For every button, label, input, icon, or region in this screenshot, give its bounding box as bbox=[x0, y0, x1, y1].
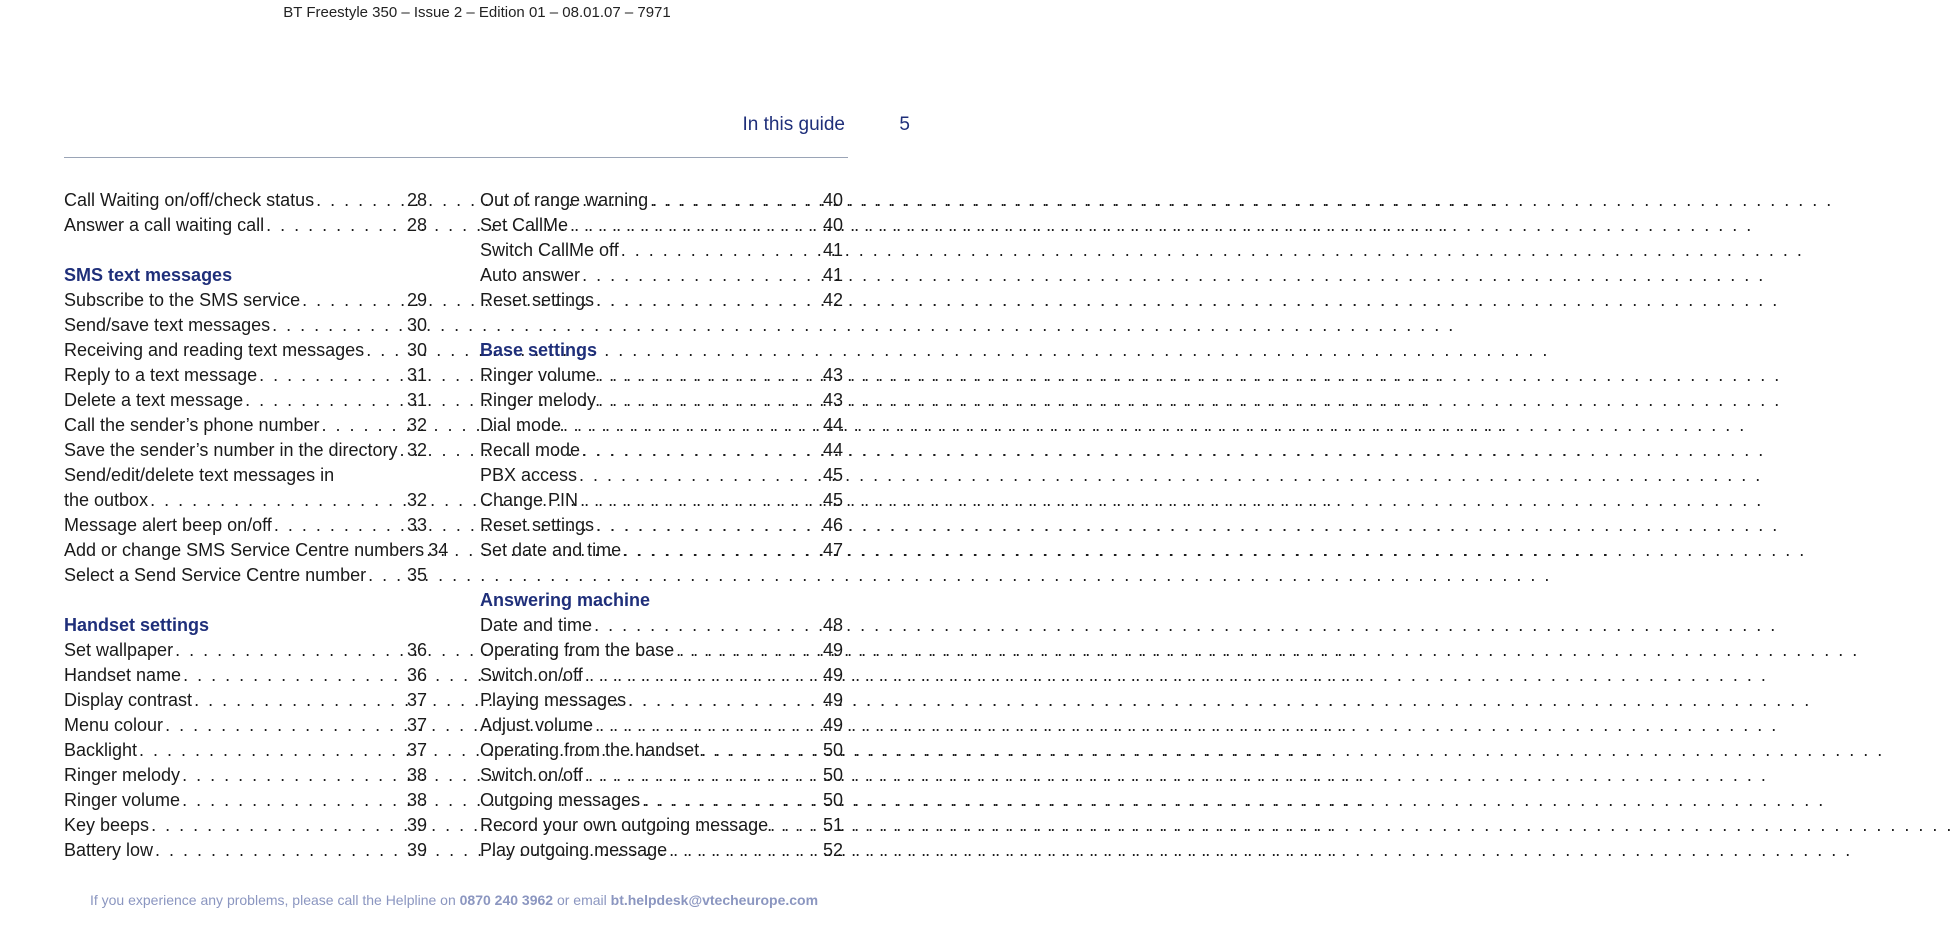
section-heading-handset: Handset settings bbox=[64, 615, 210, 635]
dot-leader bbox=[577, 463, 823, 488]
toc-entry-page: 50 bbox=[822, 765, 843, 785]
page-number: 5 bbox=[899, 114, 910, 135]
toc-entry-label: Dial mode bbox=[480, 415, 562, 435]
toc-entry bbox=[64, 488, 427, 513]
dot-leader bbox=[364, 338, 407, 363]
toc-entry bbox=[480, 488, 843, 513]
toc-group bbox=[480, 613, 843, 863]
dot-leader bbox=[366, 563, 407, 588]
toc-entry bbox=[480, 263, 843, 288]
toc-entry bbox=[480, 388, 843, 413]
toc-entry-page: 37 bbox=[406, 715, 427, 735]
toc-entry bbox=[480, 688, 843, 713]
dot-leader bbox=[580, 438, 823, 463]
toc-entry-page: 42 bbox=[822, 290, 843, 310]
toc-entry-label: Record your own outgoing message bbox=[480, 815, 769, 835]
toc-entry bbox=[64, 438, 427, 463]
toc-entry-page: 40 bbox=[822, 190, 843, 210]
toc-entry-label: Menu colour bbox=[64, 715, 164, 735]
toc-entry bbox=[64, 713, 427, 738]
toc-entry-label: Auto answer bbox=[480, 265, 581, 285]
toc-entry-page: 49 bbox=[822, 640, 843, 660]
dot-leader bbox=[181, 663, 407, 688]
toc-entry-label: PBX access bbox=[480, 465, 578, 485]
toc-entry-label: Reply to a text message bbox=[64, 365, 258, 385]
dot-leader bbox=[596, 388, 823, 413]
toc-entry-page: 43 bbox=[822, 365, 843, 385]
toc-entry-page: 28 bbox=[406, 190, 427, 210]
toc-entry bbox=[64, 788, 427, 813]
toc-entry-page: 38 bbox=[406, 790, 427, 810]
dot-leader bbox=[300, 288, 407, 313]
toc-entry-page: 49 bbox=[822, 690, 843, 710]
helpline-footer bbox=[0, 892, 908, 908]
toc-entry-label: Receiving and reading text messages bbox=[64, 340, 365, 360]
section-title: In this guide bbox=[742, 114, 845, 135]
toc-entry-page: 45 bbox=[822, 490, 843, 510]
toc-entry bbox=[64, 538, 449, 563]
toc-entry-page: 31 bbox=[406, 390, 427, 410]
toc-entry bbox=[480, 838, 843, 863]
toc-entry-page: 37 bbox=[406, 690, 427, 710]
toc-entry-label: Ringer melody bbox=[480, 390, 597, 410]
dot-leader bbox=[699, 738, 823, 763]
toc-entry-label: Display contrast bbox=[64, 690, 193, 710]
dot-leader bbox=[674, 638, 823, 663]
toc-entry-label: Recall mode bbox=[480, 440, 581, 460]
toc-entry-page: 43 bbox=[822, 390, 843, 410]
toc-entry bbox=[480, 738, 843, 763]
toc-entry-label: Operating from the handset bbox=[480, 740, 700, 760]
dot-leader bbox=[148, 488, 407, 513]
toc-entry-label: Send/save text messages bbox=[64, 315, 271, 335]
dot-leader bbox=[192, 688, 407, 713]
toc-entry-label: Select a Send Service Centre number bbox=[64, 565, 367, 585]
dot-leader bbox=[173, 638, 407, 663]
toc-entry bbox=[64, 838, 427, 863]
toc-entry bbox=[480, 363, 843, 388]
toc-entry-page: 45 bbox=[822, 465, 843, 485]
dot-leader bbox=[768, 813, 823, 838]
toc-entry-page: 52 bbox=[822, 840, 843, 860]
dot-leader bbox=[578, 488, 823, 513]
header-divider bbox=[64, 157, 848, 158]
toc-entry-label: Set wallpaper bbox=[64, 640, 174, 660]
section-heading-base: Base settings bbox=[480, 340, 598, 360]
toc-entry-label: Play outgoing message bbox=[480, 840, 668, 860]
dot-leader bbox=[270, 313, 407, 338]
dot-leader bbox=[314, 188, 407, 213]
toc-entry-label: Change PIN bbox=[480, 490, 579, 510]
dot-leader bbox=[320, 413, 407, 438]
dot-leader bbox=[180, 763, 407, 788]
footer-text-email: or email bbox=[556, 892, 607, 908]
toc-entry bbox=[480, 763, 843, 788]
toc-entry bbox=[64, 463, 427, 488]
toc-entry-page: 38 bbox=[406, 765, 427, 785]
toc-entry-label: Answer a call waiting call bbox=[64, 215, 265, 235]
toc-group bbox=[480, 188, 843, 313]
toc-entry-page: 44 bbox=[822, 415, 843, 435]
toc-entry bbox=[64, 338, 427, 363]
toc-entry-page: 49 bbox=[822, 665, 843, 685]
toc-entry-page: 50 bbox=[822, 740, 843, 760]
toc-entry-label: Switch CallMe off bbox=[480, 240, 619, 260]
toc-entry bbox=[64, 363, 427, 388]
toc-entry-label: Save the sender’s number in the directory bbox=[64, 440, 398, 460]
toc-entry-label: Handset name bbox=[64, 665, 182, 685]
dot-leader bbox=[137, 738, 407, 763]
toc-entry bbox=[64, 313, 427, 338]
toc-entry-page: 41 bbox=[822, 265, 843, 285]
toc-entry-page: 34 bbox=[428, 540, 449, 560]
toc-entry-label: Set date and time bbox=[480, 540, 622, 560]
toc-entry bbox=[64, 388, 427, 413]
toc-entry-label: Ringer volume bbox=[480, 365, 597, 385]
dot-leader bbox=[153, 838, 407, 863]
toc-right-column bbox=[480, 188, 843, 863]
toc-entry-label: Reset settings bbox=[480, 515, 595, 535]
toc-entry-label: Add or change SMS Service Centre numbers bbox=[64, 540, 425, 560]
toc-entry bbox=[480, 288, 843, 313]
toc-entry-label: Ringer volume bbox=[64, 790, 181, 810]
toc-entry bbox=[64, 213, 427, 238]
toc-entry-page: 50 bbox=[822, 790, 843, 810]
toc-entry-label: Delete a text message bbox=[64, 390, 244, 410]
toc-entry-label: Set CallMe bbox=[480, 215, 569, 235]
dot-leader bbox=[180, 788, 407, 813]
toc-entry bbox=[480, 513, 843, 538]
toc-entry-page: 51 bbox=[822, 815, 843, 835]
helpline-phone: 0870 240 3962 bbox=[459, 892, 554, 908]
toc-entry-label: Adjust volume bbox=[480, 715, 594, 735]
dot-leader bbox=[621, 538, 823, 563]
dot-leader bbox=[272, 513, 407, 538]
toc-entry bbox=[64, 763, 427, 788]
toc-group bbox=[64, 638, 427, 863]
toc-entry bbox=[480, 213, 843, 238]
toc-entry bbox=[480, 413, 843, 438]
toc-entry bbox=[480, 188, 843, 213]
toc-entry-label: Switch on/off bbox=[480, 765, 583, 785]
toc-group bbox=[480, 363, 843, 563]
toc-entry-label: the outbox bbox=[64, 490, 149, 510]
dot-leader bbox=[592, 613, 823, 638]
toc-entry-label: Reset settings bbox=[480, 290, 595, 310]
document-header: BT Freestyle 350 – Issue 2 – Edition 01 – 08.01.07 – 7971 bbox=[283, 4, 671, 21]
toc-entry-page: 29 bbox=[406, 290, 427, 310]
dot-leader bbox=[243, 388, 407, 413]
toc-entry bbox=[480, 788, 843, 813]
toc-entry-page: 36 bbox=[406, 665, 427, 685]
toc-entry-page: 46 bbox=[822, 515, 843, 535]
toc-entry-label: Key beeps bbox=[64, 815, 150, 835]
toc-entry-label: Playing messages bbox=[480, 690, 627, 710]
dot-leader bbox=[163, 713, 407, 738]
toc-entry-label: Subscribe to the SMS service bbox=[64, 290, 301, 310]
dot-leader bbox=[626, 688, 823, 713]
dot-leader bbox=[264, 213, 407, 238]
toc-entry-label: Date and time bbox=[480, 615, 593, 635]
toc-entry-label: Message alert beep on/off bbox=[64, 515, 272, 535]
toc-left-column bbox=[64, 188, 449, 863]
toc-group bbox=[64, 188, 427, 238]
toc-entry bbox=[64, 413, 427, 438]
toc-entry bbox=[64, 813, 427, 838]
toc-entry bbox=[480, 613, 843, 638]
dot-leader bbox=[398, 438, 407, 463]
toc-entry-page: 32 bbox=[406, 415, 427, 435]
toc-entry-page: 36 bbox=[406, 640, 427, 660]
toc-group bbox=[64, 288, 449, 588]
toc-entry-label: Outgoing messages bbox=[480, 790, 641, 810]
toc-entry-label: Battery low bbox=[64, 840, 154, 860]
toc-entry bbox=[64, 188, 427, 213]
toc-entry bbox=[64, 688, 427, 713]
dot-leader bbox=[583, 763, 823, 788]
toc-entry-label: Operating from the base bbox=[480, 640, 675, 660]
dot-leader bbox=[593, 713, 823, 738]
toc-entry-label: Send/edit/delete text messages in bbox=[64, 465, 335, 485]
toc-entry-page: 37 bbox=[406, 740, 427, 760]
toc-entry bbox=[64, 563, 427, 588]
toc-entry-page: 33 bbox=[406, 515, 427, 535]
toc-entry bbox=[64, 288, 427, 313]
dot-leader bbox=[594, 513, 823, 538]
dot-leader bbox=[583, 663, 823, 688]
helpdesk-email[interactable]: bt.helpdesk@vtecheurope.com bbox=[610, 892, 819, 908]
dot-leader bbox=[640, 788, 823, 813]
toc-entry bbox=[64, 638, 427, 663]
dot-leader bbox=[580, 263, 823, 288]
toc-entry-label: Ringer melody bbox=[64, 765, 181, 785]
toc-entry bbox=[480, 638, 843, 663]
footer-text: If you experience any problems, please call the Helpline on bbox=[89, 892, 456, 908]
dot-leader bbox=[594, 288, 823, 313]
dot-leader bbox=[568, 213, 823, 238]
toc-entry bbox=[64, 663, 427, 688]
toc-entry bbox=[480, 813, 843, 838]
toc-entry-page: 39 bbox=[406, 840, 427, 860]
toc-entry-page: 30 bbox=[406, 340, 427, 360]
toc-entry-page: 28 bbox=[406, 215, 427, 235]
toc-entry-page: 31 bbox=[406, 365, 427, 385]
dot-leader bbox=[596, 363, 823, 388]
toc-entry bbox=[480, 663, 843, 688]
toc-entry-label: Call the sender’s phone number bbox=[64, 415, 320, 435]
toc-entry-page: 41 bbox=[822, 240, 843, 260]
toc-entry bbox=[480, 438, 843, 463]
toc-entry bbox=[480, 713, 843, 738]
toc-entry-page: 35 bbox=[406, 565, 427, 585]
toc-entry-page: 30 bbox=[406, 315, 427, 335]
toc-entry-page: 32 bbox=[406, 440, 427, 460]
section-heading-sms: SMS text messages bbox=[64, 265, 233, 285]
section-heading-answering: Answering machine bbox=[480, 590, 651, 610]
toc-entry-page: 32 bbox=[406, 490, 427, 510]
toc-entry-page: 40 bbox=[822, 215, 843, 235]
toc-entry-page: 44 bbox=[822, 440, 843, 460]
dot-leader bbox=[648, 188, 823, 213]
toc-entry bbox=[480, 463, 843, 488]
toc-entry bbox=[64, 738, 427, 763]
toc-entry-label: Switch on/off bbox=[480, 665, 583, 685]
toc-entry-label: Backlight bbox=[64, 740, 138, 760]
toc-entry-label: Call Waiting on/off/check status bbox=[64, 190, 315, 210]
toc-entry bbox=[64, 513, 427, 538]
toc-entry-label: Out of range warning bbox=[480, 190, 649, 210]
toc-entry bbox=[480, 538, 843, 563]
toc-entry-page: 39 bbox=[406, 815, 427, 835]
toc-entry bbox=[480, 238, 843, 263]
toc-entry-page: 47 bbox=[822, 540, 843, 560]
dot-leader bbox=[561, 413, 823, 438]
dot-leader bbox=[667, 838, 823, 863]
dot-leader bbox=[619, 238, 823, 263]
dot-leader bbox=[149, 813, 407, 838]
toc-entry-page: 49 bbox=[822, 715, 843, 735]
dot-leader bbox=[257, 363, 407, 388]
toc-entry-page: 48 bbox=[822, 615, 843, 635]
